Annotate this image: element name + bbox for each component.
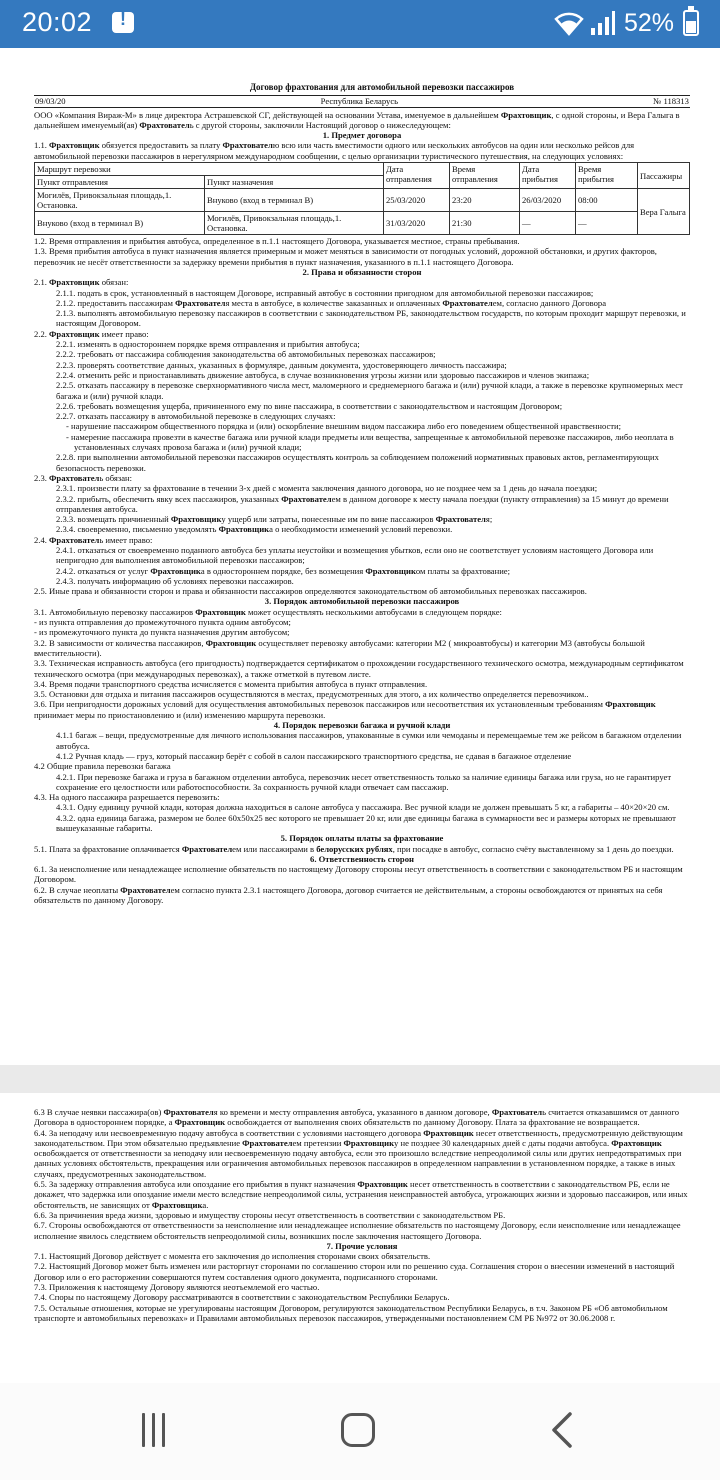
route-table (34, 162, 690, 235)
table-cell: — (576, 212, 638, 235)
clause-2-4-3: 2.4.3. получать информацию об условиях перевозки пассажиров. (56, 575, 294, 586)
contract-header-row (34, 95, 690, 107)
clause-3-1-b: - из промежуточного пункта до пункта назначения другим автобусом; (34, 627, 290, 638)
table-header-cell: Дата отправления (384, 163, 450, 189)
clause-7-2: 7.2. Настоящий Договор может быть изменен или расторгнут сторонами по соглашению сторон или по решению суда. Соглашения сторон о внесении изменений в настоящий Договор или о его расторжении совершаются путем составления одного документа, подписанного сторонами. (34, 1261, 675, 1282)
clause-3-4: 3.4. Время подачи транспортного средства исчисляется с момента прибытия автобуса в пункт отправления. (34, 678, 428, 689)
table-header-cell: Время прибытия (576, 163, 638, 189)
clause-3-2: 3.2. В зависимости от количества пассажиров, Фрахтовщик осуществляет перевозку автобусами: категории М2 ( микроавтобусы) и категории М3 (автобусы большой вместительности). (34, 637, 645, 658)
clause-2-2-8: 2.2.8. при выполнении автомобильной перевозки пассажиров осуществлять контроль за соблюдением положений нормативных правовых актов, регламентирующих безопасность перевозки. (56, 452, 659, 473)
clause-7-4: 7.4. Споры по настоящему Договору рассматриваются в соответствии с законодательством Республики Беларусь. (34, 1292, 450, 1303)
table-header-cell: Пассажиры (638, 163, 690, 189)
table-cell: 31/03/2020 (384, 212, 450, 235)
clause-2-1-2: 2.1.2. предоставить пассажирам Фрахтователя места в автобусе, в количестве заказанных и оплаченных Фрахтователем, согласно данного Договора (56, 297, 607, 308)
clause-2-1-3: 2.1.3. выполнять автомобильную перевозку пассажиров в соответствии с законодательством РБ, законодательством государств, по которым проходит маршрут перевозки, и настоящим Договором. (56, 308, 686, 329)
table-cell: Могилёв, Привокзальная площадь,1. Остановка. (205, 212, 384, 235)
clause-6-2: 6.2. В случае неоплаты Фрахтователем согласно пункта 2.3.1 настоящего Договора, договор считается не действительным, а стороны освобождаются от принятых на себя обязательств по данному Договору. (34, 884, 663, 906)
clause-2-2-3: 2.2.3. проверять соответствие данных, указанных в формуляре, данным документа, удостоверяющего личность пассажира; (56, 359, 507, 370)
clause-6-6: 6.6. За причинения вреда жизни, здоровью и имуществу стороны несут ответственность в соответствии с законодательством РБ. (34, 1209, 506, 1220)
clause-2-4-2: 2.4.2. отказаться от услуг Фрахтовщика в одностороннем порядке, без возмещения Фрахтовщиком платы за фрахтование; (56, 565, 511, 576)
clause-6-5: 6.5. За задержку отправления автобуса или опоздание его прибытия в пункт назначения Фрахтовщик несет ответственность в соответствии с законодательством РБ, если не докажет, что задержка или опоздание имели место вследствие непреодолимой силы, устранения неисправностей автобуса, угрожающих жизни и здоровью пассажиров, или иных обстоятельств, не зависящих от Фрахтовщика. (34, 1179, 688, 1210)
message-icon (112, 12, 134, 33)
status-time: 20:02 (22, 7, 93, 37)
clause-2-2: 2.2. Фрахтовщик имеет право: (34, 328, 149, 339)
section-title-3: 3. Порядок автомобильной перевозки пассажиров (264, 596, 460, 607)
contract-title: Договор фрахтования для автомобильной перевозки пассажиров (249, 82, 515, 92)
clause-2-2-7-b: - намерение пассажира провезти в качестве багажа или ручной клади предметы или вещества, запрещенные к автомобильной перевозке пассажиров, либо неоплата в установленных случаях провоза багажа и (или) ручной клади; (66, 431, 674, 453)
clause-2-4-1: 2.4.1. отказаться от своевременно поданного автобуса без уплаты неустойки и возмещения убытков, если оно не соответствует условиям настоящего Договора или непригодно для выполнения автомобильной перевозки пассажиров; (56, 544, 654, 566)
clause-7-5: 7.5. Остальные отношения, которые не урегулированы настоящим Договором, регулируются законодательством Республики Беларусь, в т.ч. Законом РБ «Об автомобильном транспорте и автомобильных перевозках» и Правилами автомобильных перевозок пассажиров, утвержденными постановлением СМ РБ №972 от 30.06.2008 г. (34, 1302, 668, 1323)
wifi-icon (554, 10, 584, 36)
table-cell: Внуково (вход в терминал В) (35, 212, 205, 235)
battery-icon (683, 10, 699, 36)
clause-5-1: 5.1. Плата за фрахтование оплачивается Фрахтователем или пассажирами в белорусских рублях, при посадке в автобус, согласно счёту выставленному за 1 день до поездки. (34, 843, 674, 854)
table-cell: 26/03/2020 (520, 189, 576, 212)
contract-date: 09/03/20 (35, 96, 66, 107)
clause-3-6: 3.6. При непригодности дорожных условий для осуществления автомобильных перевозок пассажиров или несоответствия их установленным требованиям Фрахтовщик принимает меры по приостановлению и (или) изменению маршрута перевозки. (34, 699, 656, 720)
clause-1-1: 1.1. Фрахтовщик обязуется предоставить за плату Фрахтователю всю или часть вместимости одного или нескольких автобусов на один или несколько рейсов для автомобильной перевозки пассажиров в нерегулярном международном сообщении, с целью организации туристического путешествия, на следующих условиях: (34, 140, 635, 161)
document-page-1 (0, 48, 720, 1065)
table-cell: Внуково (вход в терминал В) (205, 189, 384, 212)
section-title-1: 1. Предмет договора (322, 130, 402, 141)
table-cell: — (520, 212, 576, 235)
clause-2-2-5: 2.2.5. отказать пассажиру в перевозке сверхнормативного числа мест, маломерного и среднемерного багажа и (или) ручной клади, а также в перевозке крупномерных мест багажа и (или) ручной клади. (56, 380, 683, 401)
section-title-4: 4. Порядок перевозки багажа и ручной клади (273, 720, 451, 731)
home-icon[interactable] (341, 1413, 375, 1447)
clause-2-2-1: 2.2.1. изменять в одностороннем порядке время отправления и прибытия автобуса; (56, 339, 360, 350)
clause-4-3-2: 4.3.2. одна единица багажа, размером не более 60х50х25 вес которого не превышает 20 кг, или две единицы багажа в суммарности вес и размеры которых не превышают вышеуказанные габариты. (56, 812, 676, 833)
table-header-cell: Пункт назначения (205, 176, 384, 189)
table-cell: 25/03/2020 (384, 189, 450, 212)
contract-country: Республика Беларусь (320, 96, 399, 107)
clause-4-2-1: 4.2.1. При перевозке багажа и груза в багажном отделении автобуса, перевозчик несет ответственность только за наличие единицы багажа или груза, но не гарантирует сохранение его целостности или работоспособности. За сохранность ручной клади отвечает сам пассажир. (56, 771, 672, 792)
table-row (35, 163, 690, 176)
clause-7-3: 7.3. Приложения к настоящему Договору являются неотъемлемой его частью. (34, 1282, 320, 1293)
clause-2-2-4: 2.2.4. отменить рейс и приостанавливать движение автобуса, в случае возникновения угрозы жизни или здоровью пассажиров и членов экипажа; (56, 369, 590, 380)
clause-2-2-6: 2.2.6. требовать возмещения ущерба, причиненного ему по вине пассажира, в соответствии с законодательством и настоящим Договором; (56, 400, 563, 411)
section-title-5: 5. Порядок оплаты платы за фрахтование (280, 833, 444, 844)
battery-percent: 52% (624, 9, 675, 37)
document-page-2 (0, 1093, 720, 1383)
clause-2-2-7: 2.2.7. отказать пассажиру в автомобильной перевозке в следующих случаях: (56, 411, 336, 422)
clause-2-3-3: 2.3.3. возмещать причиненный Фрахтовщику ущерб или затраты, понесенные им по вине пассажиров Фрахтователя; (56, 514, 493, 525)
section-title-2: 2. Права и обязанности сторон (302, 266, 422, 277)
clause-2-5: 2.5. Иные права и обязанности сторон и права и обязанности пассажиров определяются законодательством об автомобильных перевозках пассажиров. (34, 586, 587, 597)
section-title-7: 7. Прочие условия (326, 1240, 398, 1251)
clause-2-2-2: 2.2.2. требовать от пассажира соблюдения законодательства об автомобильных перевозках пассажиров; (56, 349, 436, 360)
status-bar (0, 0, 720, 48)
clause-2-1: 2.1. Фрахтовщик обязан: (34, 277, 129, 288)
clause-1-3: 1.3. Время прибытия автобуса в пункт назначения является примерным и может меняться в зависимости от погодных условий, дорожной обстановки, и других факторов, перевозчик не несёт ответственности за задержку времени прибытия в пункт назначения, указанного в п.1.1 настоящего Договора. (34, 246, 657, 267)
table-cell: Могилёв, Привокзальная площадь,1. Остановка. (35, 189, 205, 212)
table-row (35, 212, 690, 235)
clause-6-7: 6.7. Стороны освобождаются от ответственности за неисполнение или ненадлежащее исполнение обязательств по настоящему Договору, если неисполнение или ненадлежащее исполнение явилось следствием обстоятельств непреодолимой силы, возникших после заключения настоящего Договора. (34, 1220, 681, 1241)
clause-6-3: 6.3 В случае неявки пассажира(ов) Фрахтователя ко времени и месту отправления автобуса, указанного в данном договоре, Фрахтователь считается отказавшимся от данного Договора в одностороннем порядке, а Фрахтовщик освобождается от выполнения своих обязательств по данному Договору. Плата за фрахтование не возвращается. (34, 1107, 680, 1128)
clause-7-1: 7.1. Настоящий Договор действует с момента его заключения до исполнения сторонами своих обязательств. (34, 1251, 431, 1262)
clause-3-5: 3.5. Остановки для отдыха и питания пассажиров осуществляются в местах, предусмотренных для этого, а их количество определяется перевозчиком.. (34, 689, 589, 700)
table-cell: 08:00 (576, 189, 638, 212)
clause-2-3-4: 2.3.4. своевременно, письменно уведомлять Фрахтовщика о необходимости изменений условий перевозки. (56, 524, 453, 535)
table-header-cell: Время отправления (450, 163, 520, 189)
table-header-cell: Маршрут перевозки (35, 163, 384, 176)
section-title-6: 6. Ответственность сторон (310, 853, 414, 864)
clause-1-2: 1.2. Время отправления и прибытия автобуса, определенное в п.1.1 настоящего Договора, указывается местное, страны пребывания. (34, 236, 520, 247)
signal-icon (590, 10, 616, 36)
clause-3-3: 3.3. Техническая исправность автобуса (его пригодность) подтверждается сертификатом о прохождении государственного технического осмотра, международным сертификатом технического осмотра (при международных перевозках), а также отметкой в путевом листе. (34, 658, 684, 679)
clause-3-1-a: - из пункта отправления до промежуточного пункта одним автобусом; (34, 617, 291, 628)
clause-2-1-1: 2.1.1. подать в срок, установленный в настоящем Договоре, исправный автобус в состоянии пригодном для автомобильной перевозки пассажиров; (56, 287, 594, 298)
navigation-bar (0, 1383, 720, 1480)
clause-4-1-2: 4.1.2 Ручная кладь — груз, который пассажир берёт с собой в салон пассажирского транспортного средства, не сдавая в багажное отделение (56, 750, 572, 761)
clause-6-1: 6.1. За неисполнение или ненадлежащее исполнение обязательств по настоящему Договору стороны несут ответственность в соответствии с законодательством РБ и настоящим Договором. (34, 864, 683, 885)
clause-2-4: 2.4. Фрахтователь имеет право: (34, 534, 153, 545)
clause-2-2-7-a: - нарушение пассажиром общественного порядка и (или) оскорбление внешним видом пассажира либо его поведением общественной нравственности; (66, 421, 622, 432)
table-row (35, 189, 690, 212)
clause-4-3: 4.3. На одного пассажира разрешается перевозить: (34, 792, 220, 803)
contract-intro: ООО «Компания Вираж-М» в лице директора Астрашевской СГ, действующей на основании Устава, именуемое в дальнейшем Фрахтовщик, с одной стороны, и Вера Галыга в дальнейшем именуемый(ая) Фрахтователь с другой стороны, заключили Настоящий договор о нижеследующем: (34, 109, 680, 130)
recent-apps-icon[interactable] (142, 1413, 166, 1447)
clause-2-3: 2.3. Фрахтователь обязан: (34, 472, 133, 483)
clause-6-4: 6.4. За неподачу или несвоевременную подачу автобуса в соответствии с условиями настоящего договора Фрахтовщик несет ответственность, предусмотренную действующим законодательством. При этом обязательно предъявление Фрахтователем претензии Фрахтовщику не позднее 30 календарных дней с даты подачи автобуса. Фрахтовщик освобождается от ответственности за неподачу или несвоевременную подачу автобуса, если это произошло вследствие непреодолимой силы или других непредотвратимых при данных условиях обстоятельств, прекращения или ограничения автомобильных перевозок пассажиров в определенном направлении в установленном порядке, а также в иных случаях, предусмотренных законодательством. (34, 1127, 683, 1179)
back-icon[interactable] (548, 1411, 578, 1449)
table-cell: 23:20 (450, 189, 520, 212)
contract-document (34, 82, 690, 905)
table-cell: Вера Галыга (638, 189, 690, 235)
contract-number: № 118313 (653, 96, 689, 107)
clause-2-3-1: 2.3.1. произвести плату за фрахтование в течении 3-х дней с момента заключения данного договора, но не позднее чем за 1 день до начала поездки; (56, 483, 598, 494)
contract-document-continued (34, 1107, 690, 1323)
table-header-cell: Дата прибытия (520, 163, 576, 189)
clause-2-3-2: 2.3.2. прибыть, обеспечить явку всех пассажиров, указанных Фрахтователем в данном договоре к месту начала поездки (пункту отправления) за 15 минут до времени отправления автобуса. (56, 493, 669, 514)
table-header-cell: Пункт отправления (35, 176, 205, 189)
clause-4-3-1: 4.3.1. Одну единицу ручной клади, которая должна находиться в салоне автобуса у пассажира. Вес ручной клади не должен превышать 5 кг, а габариты – 40×20×20 см. (56, 802, 670, 813)
clause-4-2: 4.2 Общие правила перевозки багажа (34, 761, 171, 772)
page-separator (0, 1065, 720, 1093)
table-cell: 21:30 (450, 212, 520, 235)
clause-3-1: 3.1. Автомобильную перевозку пассажиров Фрахтовщик может осуществлять несколькими автобусами в следующем порядке: (34, 606, 502, 617)
clause-4-1-1: 4.1.1 багаж – вещи, предусмотренные для личного использования пассажиров, упакованные в сумки или чемоданы и перемещаемые тем же рейсом в багажном отделении автобуса. (56, 730, 682, 751)
